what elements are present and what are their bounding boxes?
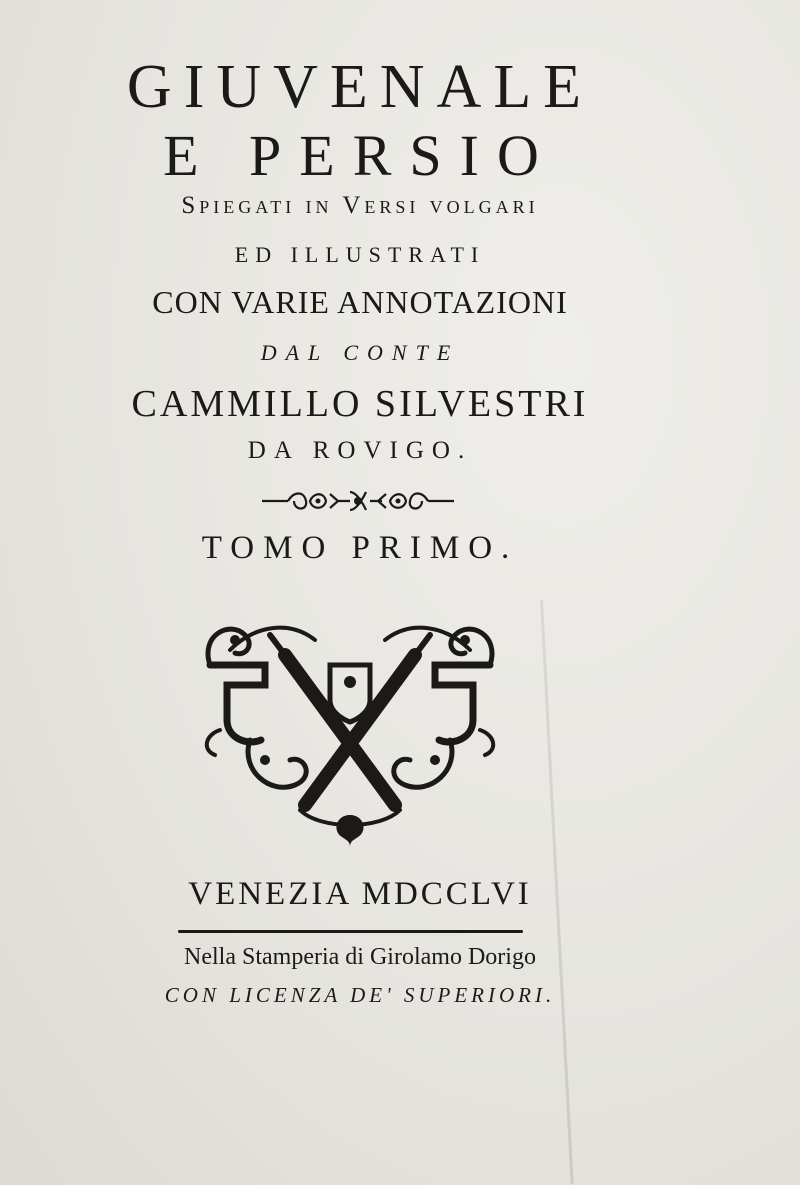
imprint-place-date: VENEZIA MDCCLVI <box>188 876 532 912</box>
fleuron-ornament <box>258 486 458 516</box>
printer-line: Nella Stamperia di Girolamo Dorigo <box>184 944 536 970</box>
printer-device-icon <box>190 610 510 850</box>
subtitle-line-3: CON VARIE ANNOTAZIONI <box>152 284 568 320</box>
title-line-1: GIUVENALE <box>126 53 594 121</box>
subtitle-line-2: ED ILLUSTRATI <box>234 242 486 267</box>
author-name: CAMMILLO SILVESTRI <box>131 383 589 425</box>
imprint-rule <box>178 930 523 933</box>
author-origin: DA ROVIGO. <box>247 437 473 464</box>
subtitle-line-1: Spiegati in Versi volgari <box>181 192 539 219</box>
author-prefix: DAL CONTE <box>260 340 460 365</box>
volume-label: TOMO PRIMO. <box>201 530 519 566</box>
title-line-2: E PERSIO <box>163 123 557 188</box>
license-line: CON LICENZA DE' SUPERIORI. <box>164 983 556 1007</box>
